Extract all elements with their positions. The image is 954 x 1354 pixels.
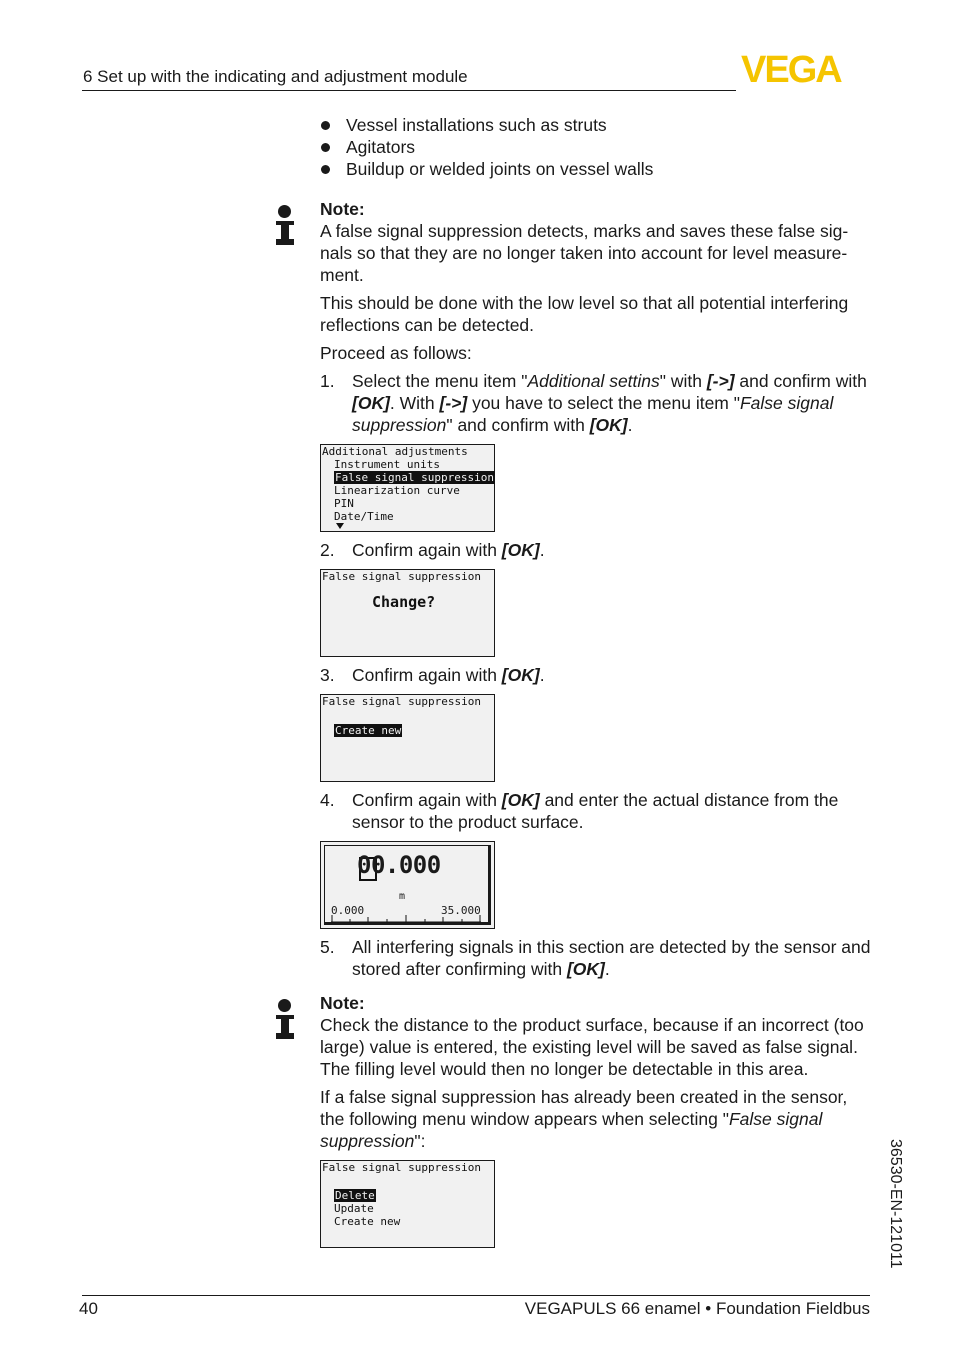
header-rule <box>82 90 736 91</box>
display-existing-suppression <box>320 1160 495 1248</box>
menu-item: Linearization curve <box>334 484 460 497</box>
step-5: 5. All interfering signals in this section are detected by the sensor and stored after confirming with [OK]. <box>320 937 871 979</box>
list-item: Vessel installations such as struts <box>320 114 880 136</box>
step-2: 2. Confirm again with [OK]. <box>320 540 545 560</box>
display-create-new <box>320 694 495 782</box>
display-distance-entry <box>320 841 495 929</box>
range-max: 35.000 <box>441 904 481 917</box>
range-min: 0.000 <box>331 904 365 917</box>
step-3: 3. Confirm again with [OK]. <box>320 665 545 685</box>
menu-item-selected: Create new <box>335 724 402 737</box>
bullet-icon <box>321 165 330 174</box>
section-header: 6 Set up with the indicating and adjustment module <box>83 67 468 86</box>
step-1: 1. Select the menu item "Additional settins" with [->] and confirm with [OK]. With [->] you have to select the menu item "False signal suppression" and confirm with [OK]. <box>320 371 867 435</box>
display-title: False signal suppression <box>322 695 481 708</box>
vega-logo <box>741 52 873 84</box>
logo-text: VEGA <box>741 52 841 84</box>
display-prompt: Change? <box>372 593 436 611</box>
list-item: Agitators <box>320 136 880 158</box>
note-paragraph: This should be done with the low level so that all potential interfering reflections can be detected. <box>320 293 849 335</box>
note-paragraph: A false signal suppression detects, marks and saves these false sig-nals so that they are no longer taken into account for level measure-ment. <box>320 221 849 285</box>
note-paragraph: Check the distance to the product surface, because if an incorrect (too large) value is entered, the existing level will be saved as false signal. The filling level would then no longer be detectable in this area. <box>320 1015 864 1079</box>
bullet-list <box>320 114 880 180</box>
display-title: Additional adjustments <box>322 445 468 458</box>
bullet-icon <box>321 143 330 152</box>
note-paragraph: Proceed as follows: <box>320 343 472 363</box>
menu-item-selected: Delete <box>335 1189 375 1202</box>
display-change-prompt <box>320 569 495 657</box>
display-title: False signal suppression <box>322 570 481 583</box>
bullet-icon <box>321 121 330 130</box>
step-4: 4. Confirm again with [OK] and enter the actual distance from the sensor to the product surface. <box>320 790 839 832</box>
distance-value: 00.000 <box>357 851 441 879</box>
menu-item: PIN <box>334 497 354 510</box>
footer-title: VEGAPULS 66 enamel • Foundation Fieldbus <box>524 1299 870 1318</box>
menu-item: Date/Time <box>334 510 394 523</box>
menu-item-selected: False signal suppression <box>335 471 494 484</box>
document-code: 36530-EN-121011 <box>887 1139 904 1269</box>
menu-item: Create new <box>334 1215 401 1228</box>
menu-item: Update <box>334 1202 374 1215</box>
page-number: 40 <box>79 1299 98 1318</box>
list-item: Buildup or welded joints on vessel walls <box>320 158 880 180</box>
footer-rule <box>82 1295 870 1296</box>
note-title: Note: <box>320 993 365 1013</box>
note-paragraph: If a false signal suppression has already been created in the sensor, the following menu window appears when selecting "False signal suppression": <box>320 1087 848 1151</box>
unit-label: m <box>399 891 406 902</box>
info-icon <box>276 999 294 1039</box>
info-icon <box>276 205 294 245</box>
display-additional-adjustments <box>320 444 495 532</box>
scroll-down-icon <box>336 523 344 529</box>
range-scale <box>331 915 481 923</box>
menu-item: Instrument units <box>334 458 440 471</box>
note-title: Note: <box>320 199 365 219</box>
display-title: False signal suppression <box>322 1161 481 1174</box>
